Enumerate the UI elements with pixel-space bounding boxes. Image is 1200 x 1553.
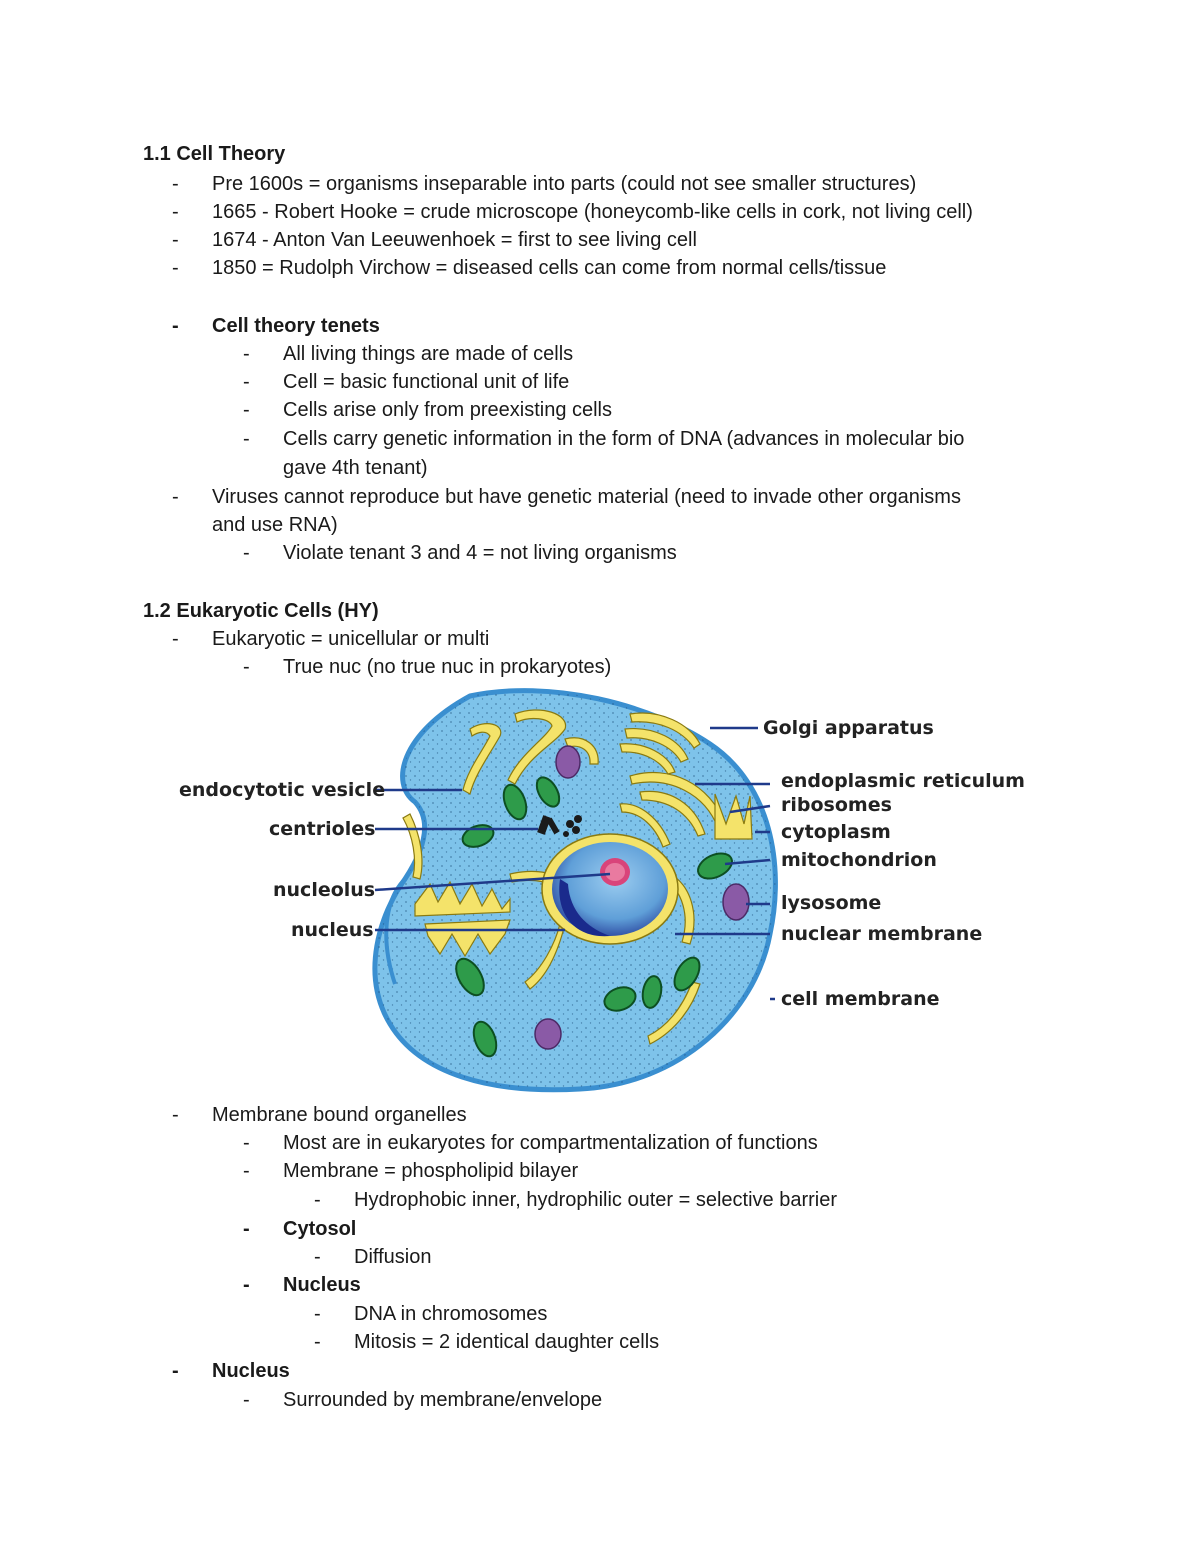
- section-heading-eukaryotic-cells: 1.2 Eukaryotic Cells (HY): [143, 600, 379, 622]
- list-item-text: True nuc (no true nuc in prokaryotes): [283, 656, 612, 678]
- list-item-text: 1674 - Anton Van Leeuwenhoek = first to see living cell: [212, 229, 697, 251]
- list-item-text: and use RNA): [212, 514, 338, 536]
- bullet-dash: -: [172, 1104, 179, 1126]
- bullet-dash: -: [243, 656, 250, 678]
- bullet-dash: -: [172, 257, 179, 279]
- label-nuclear-membrane: nuclear membrane: [781, 923, 983, 945]
- list-item-text: Membrane = phospholipid bilayer: [283, 1160, 579, 1182]
- label-golgi-apparatus: Golgi apparatus: [763, 717, 934, 739]
- list-item-text: Surrounded by membrane/envelope: [283, 1389, 603, 1411]
- list-item-text: Viruses cannot reproduce but have genetic material (need to invade other organisms: [212, 486, 961, 508]
- list-item-text: Cells arise only from preexisting cells: [283, 399, 613, 421]
- label-centrioles: centrioles: [269, 818, 376, 840]
- list-item-text: Most are in eukaryotes for compartmentalization of functions: [283, 1132, 818, 1154]
- bullet-dash: -: [243, 371, 250, 393]
- list-item-text: Pre 1600s = organisms inseparable into parts (could not see smaller structures): [212, 173, 917, 195]
- eukaryotic-cell-diagram: [170, 684, 1062, 1096]
- list-item-text: Cytosol: [283, 1218, 357, 1240]
- bullet-dash: -: [172, 173, 179, 195]
- label-cytoplasm: cytoplasm: [781, 821, 891, 843]
- label-lysosome: lysosome: [781, 892, 882, 914]
- list-item-text: Cells carry genetic information in the form of DNA (advances in molecular bio: [283, 428, 965, 450]
- list-item-text: gave 4th tenant): [283, 457, 428, 479]
- list-item-text: All living things are made of cells: [283, 343, 574, 365]
- bullet-dash: -: [243, 1160, 250, 1182]
- bullet-dash: -: [314, 1189, 321, 1211]
- list-item-text: Membrane bound organelles: [212, 1104, 467, 1126]
- bullet-dash: -: [243, 399, 250, 421]
- bullet-dash: -: [314, 1303, 321, 1325]
- list-item-text: Diffusion: [354, 1246, 432, 1268]
- bullet-dash: -: [172, 229, 179, 251]
- list-item-text: Nucleus: [212, 1360, 290, 1382]
- bullet-dash: -: [243, 1132, 250, 1154]
- label-endocytotic-vesicle: endocytotic vesicle: [179, 779, 386, 801]
- bullet-dash: -: [243, 428, 250, 450]
- bullet-dash: -: [243, 542, 250, 564]
- label-nucleolus: nucleolus: [273, 879, 376, 901]
- list-item-text: Cell theory tenets: [212, 315, 380, 337]
- bullet-dash: -: [172, 315, 179, 337]
- nucleus: [542, 834, 678, 944]
- bullet-dash: -: [172, 201, 179, 223]
- list-item-text: Hydrophobic inner, hydrophilic outer = selective barrier: [354, 1189, 838, 1211]
- bullet-dash: -: [172, 1360, 179, 1382]
- bullet-dash: -: [172, 486, 179, 508]
- list-item-text: Violate tenant 3 and 4 = not living organisms: [283, 542, 677, 564]
- bullet-dash: -: [172, 628, 179, 650]
- bullet-dash: -: [243, 1389, 250, 1411]
- bullet-dash: -: [243, 343, 250, 365]
- section-heading-cell-theory: 1.1 Cell Theory: [143, 143, 286, 165]
- list-item-text: DNA in chromosomes: [354, 1303, 548, 1325]
- label-ribosomes: ribosomes: [781, 794, 892, 816]
- list-item-text: 1850 = Rudolph Virchow = diseased cells can come from normal cells/tissue: [212, 257, 887, 279]
- list-item-text: Cell = basic functional unit of life: [283, 371, 570, 393]
- bullet-dash: -: [243, 1274, 250, 1296]
- bullet-dash: -: [314, 1331, 321, 1353]
- bullet-dash: -: [314, 1246, 321, 1268]
- bullet-dash: -: [243, 1218, 250, 1240]
- list-item-text: Nucleus: [283, 1274, 361, 1296]
- label-endoplasmic-reticulum: endoplasmic reticulum: [781, 770, 1025, 792]
- list-item-text: Eukaryotic = unicellular or multi: [212, 628, 490, 650]
- label-mitochondrion: mitochondrion: [781, 849, 937, 871]
- list-item-text: 1665 - Robert Hooke = crude microscope (honeycomb-like cells in cork, not living cell): [212, 201, 973, 223]
- label-cell-membrane: cell membrane: [781, 988, 940, 1010]
- list-item-text: Mitosis = 2 identical daughter cells: [354, 1331, 660, 1353]
- label-nucleus: nucleus: [291, 919, 374, 941]
